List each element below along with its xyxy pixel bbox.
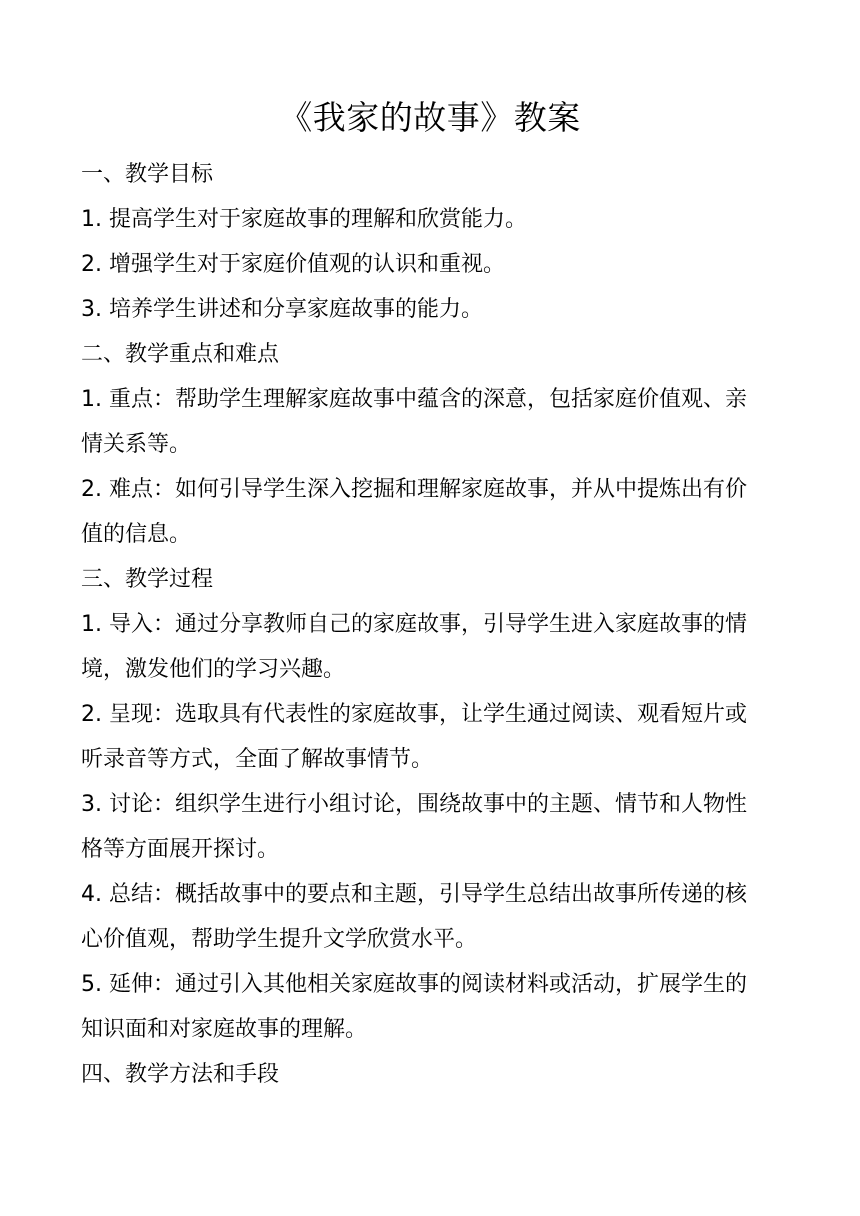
section-heading: 二、教学重点和难点 (81, 342, 280, 367)
list-item-line: 4. 总结：概括故事中的要点和主题，引导学生总结出故事所传递的核 (81, 882, 747, 907)
list-item (81, 287, 781, 332)
list-item-line: 境，激发他们的学习兴趣。 (81, 657, 346, 682)
list-item-line: 1. 导入：通过分享教师自己的家庭故事，引导学生进入家庭故事的情 (81, 612, 747, 637)
list-item (81, 377, 781, 467)
list-item (81, 962, 781, 1052)
list-item (81, 692, 781, 782)
list-item (81, 602, 781, 692)
section-heading: 四、教学方法和手段 (81, 1062, 280, 1087)
list-item-line: 2. 难点：如何引导学生深入挖掘和理解家庭故事，并从中提炼出有价 (81, 477, 747, 502)
document-title: 《我家的故事》教案 (279, 98, 581, 137)
list-item-line: 2. 增强学生对于家庭价值观的认识和重视。 (81, 252, 505, 277)
list-item-line: 情关系等。 (81, 432, 192, 457)
list-item-line: 值的信息。 (81, 522, 192, 547)
list-item-line: 3. 培养学生讲述和分享家庭故事的能力。 (81, 297, 483, 322)
list-item (81, 872, 781, 962)
list-item-line: 1. 重点：帮助学生理解家庭故事中蕴含的深意，包括家庭价值观、亲 (81, 387, 747, 412)
list-item (81, 242, 781, 287)
list-item-line: 知识面和对家庭故事的理解。 (81, 1017, 368, 1042)
list-item-line: 听录音等方式，全面了解故事情节。 (81, 747, 434, 772)
list-item-line: 3. 讨论：组织学生进行小组讨论，围绕故事中的主题、情节和人物性 (81, 792, 747, 817)
list-item (81, 467, 781, 557)
list-item-line: 5. 延伸：通过引入其他相关家庭故事的阅读材料或活动，扩展学生的 (81, 972, 747, 997)
section-heading: 三、教学过程 (81, 567, 214, 592)
document-body (81, 152, 781, 1097)
list-item-line: 1. 提高学生对于家庭故事的理解和欣赏能力。 (81, 207, 527, 232)
list-item-line: 格等方面展开探讨。 (81, 837, 280, 862)
list-item-line: 2. 呈现：选取具有代表性的家庭故事，让学生通过阅读、观看短片或 (81, 702, 747, 727)
list-item (81, 782, 781, 872)
list-item-line: 心价值观，帮助学生提升文学欣赏水平。 (81, 927, 478, 952)
section-heading: 一、教学目标 (81, 162, 214, 187)
list-item (81, 197, 781, 242)
